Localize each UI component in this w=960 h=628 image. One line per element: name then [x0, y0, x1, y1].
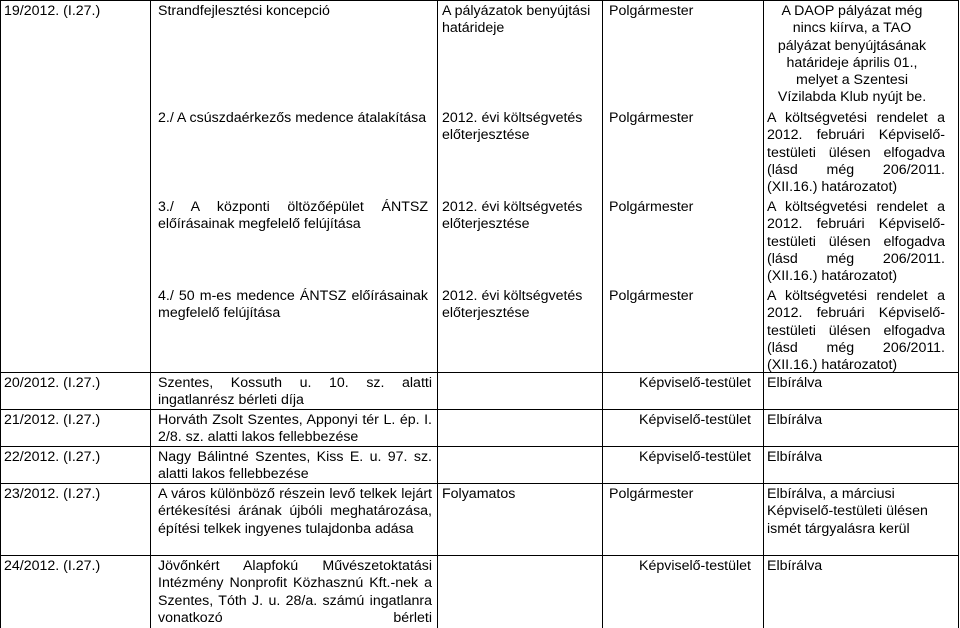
grid-line	[0, 0, 1, 628]
row-subject: Horváth Zsolt Szentes, Apponyi tér L. ép. I. 2/8. sz. alatti lakos fellebbezése	[158, 412, 432, 446]
row-id: 24/2012. (I.27.)	[4, 558, 101, 574]
grid-line	[0, 555, 959, 556]
grid-line	[958, 0, 959, 628]
row-subject: A város különböző részein levő telkek lejárt értékesítési árának újbóli meghatározása, építési telkek ingyenes tulajdonba adása	[158, 486, 432, 537]
row-subject: Nagy Bálintné Szentes, Kiss E. u. 97. sz. alatti lakos fellebbezése	[158, 449, 432, 483]
row-status: Elbírálva, a márciusi Képviselő-testületi ülésen ismét tárgyalásra kerül	[767, 486, 928, 537]
subitem-subject: 2./ A csúszdaérkezős medence átalakítása	[158, 110, 427, 126]
subitem-responsible: Polgármester	[609, 110, 694, 126]
subitem-subject: 3./ A központi öltözőépület ÁNTSZ előírásainak megfelelő felújítása	[158, 199, 428, 233]
subitem-status: A költségvetési rendelet a 2012. februári Képviselő-testületi ülésen elfogadva (lásd még 206/2011. (XII.16.) határozatot)	[767, 110, 945, 196]
row-deadline: A pályázatok benyújtási határideje	[442, 3, 591, 37]
row-subject: Szentes, Kossuth u. 10. sz. alatti ingatlanrész bérleti díja	[158, 375, 432, 409]
grid-line	[0, 483, 959, 484]
subitem-status: A költségvetési rendelet a 2012. februári Képviselő-testületi ülésen elfogadva (lásd még 206/2011. (XII.16.) határozatot)	[767, 199, 945, 285]
row-responsible: Képviselő-testület	[639, 449, 751, 465]
subitem-subject: 4./ 50 m-es medence ÁNTSZ előírásainak megfelelő felújítása	[158, 288, 428, 322]
row-responsible: Polgármester	[609, 3, 694, 19]
row-responsible: Képviselő-testület	[639, 558, 751, 574]
row-id: 21/2012. (I.27.)	[4, 412, 101, 428]
row-status: Elbírálva	[767, 375, 823, 391]
row-responsible: Polgármester	[609, 486, 694, 502]
row-status: Elbírálva	[767, 449, 823, 465]
grid-line	[0, 0, 959, 1]
subitem-responsible: Polgármester	[609, 288, 694, 304]
subitem-status: A költségvetési rendelet a 2012. februári Képviselő-testületi ülésen elfogadva (lásd még 206/2011. (XII.16.) határozatot)	[767, 288, 945, 374]
grid-line	[763, 0, 764, 628]
row-id: 23/2012. (I.27.)	[4, 486, 101, 502]
row-id: 22/2012. (I.27.)	[4, 449, 101, 465]
row-subject: Strandfejlesztési koncepció	[158, 3, 330, 19]
row-status: Elbírálva	[767, 412, 823, 428]
grid-line	[0, 409, 959, 410]
row-responsible: Képviselő-testület	[639, 375, 751, 391]
row-responsible: Képviselő-testület	[639, 412, 751, 428]
row-status: Elbírálva	[767, 558, 823, 574]
subitem-responsible: Polgármester	[609, 199, 694, 215]
grid-line	[150, 0, 151, 628]
subitem-deadline: 2012. évi költségvetés előterjesztése	[442, 288, 583, 322]
grid-line	[602, 0, 603, 628]
grid-line	[437, 0, 438, 628]
row-id: 19/2012. (I.27.)	[4, 3, 101, 19]
subitem-deadline: 2012. évi költségvetés előterjesztése	[442, 199, 583, 233]
subitem-deadline: 2012. évi költségvetés előterjesztése	[442, 110, 583, 144]
row-subject: Jövőnkért Alapfokú Művészetoktatási Intézmény Nonprofit Közhasznú Kft.-nek a Szentes, Tóth J. u. 28/a. számú ingatlanra vonatkozó bérleti	[158, 558, 432, 626]
row-id: 20/2012. (I.27.)	[4, 375, 101, 391]
row-deadline: Folyamatos	[442, 486, 516, 502]
grid-line	[0, 446, 959, 447]
row-status: A DAOP pályázat még nincs kiírva, a TAO pályázat benyújtásának határideje április 01., melyet a Szentesi Vízilabda Klub nyújt be.	[777, 3, 927, 106]
